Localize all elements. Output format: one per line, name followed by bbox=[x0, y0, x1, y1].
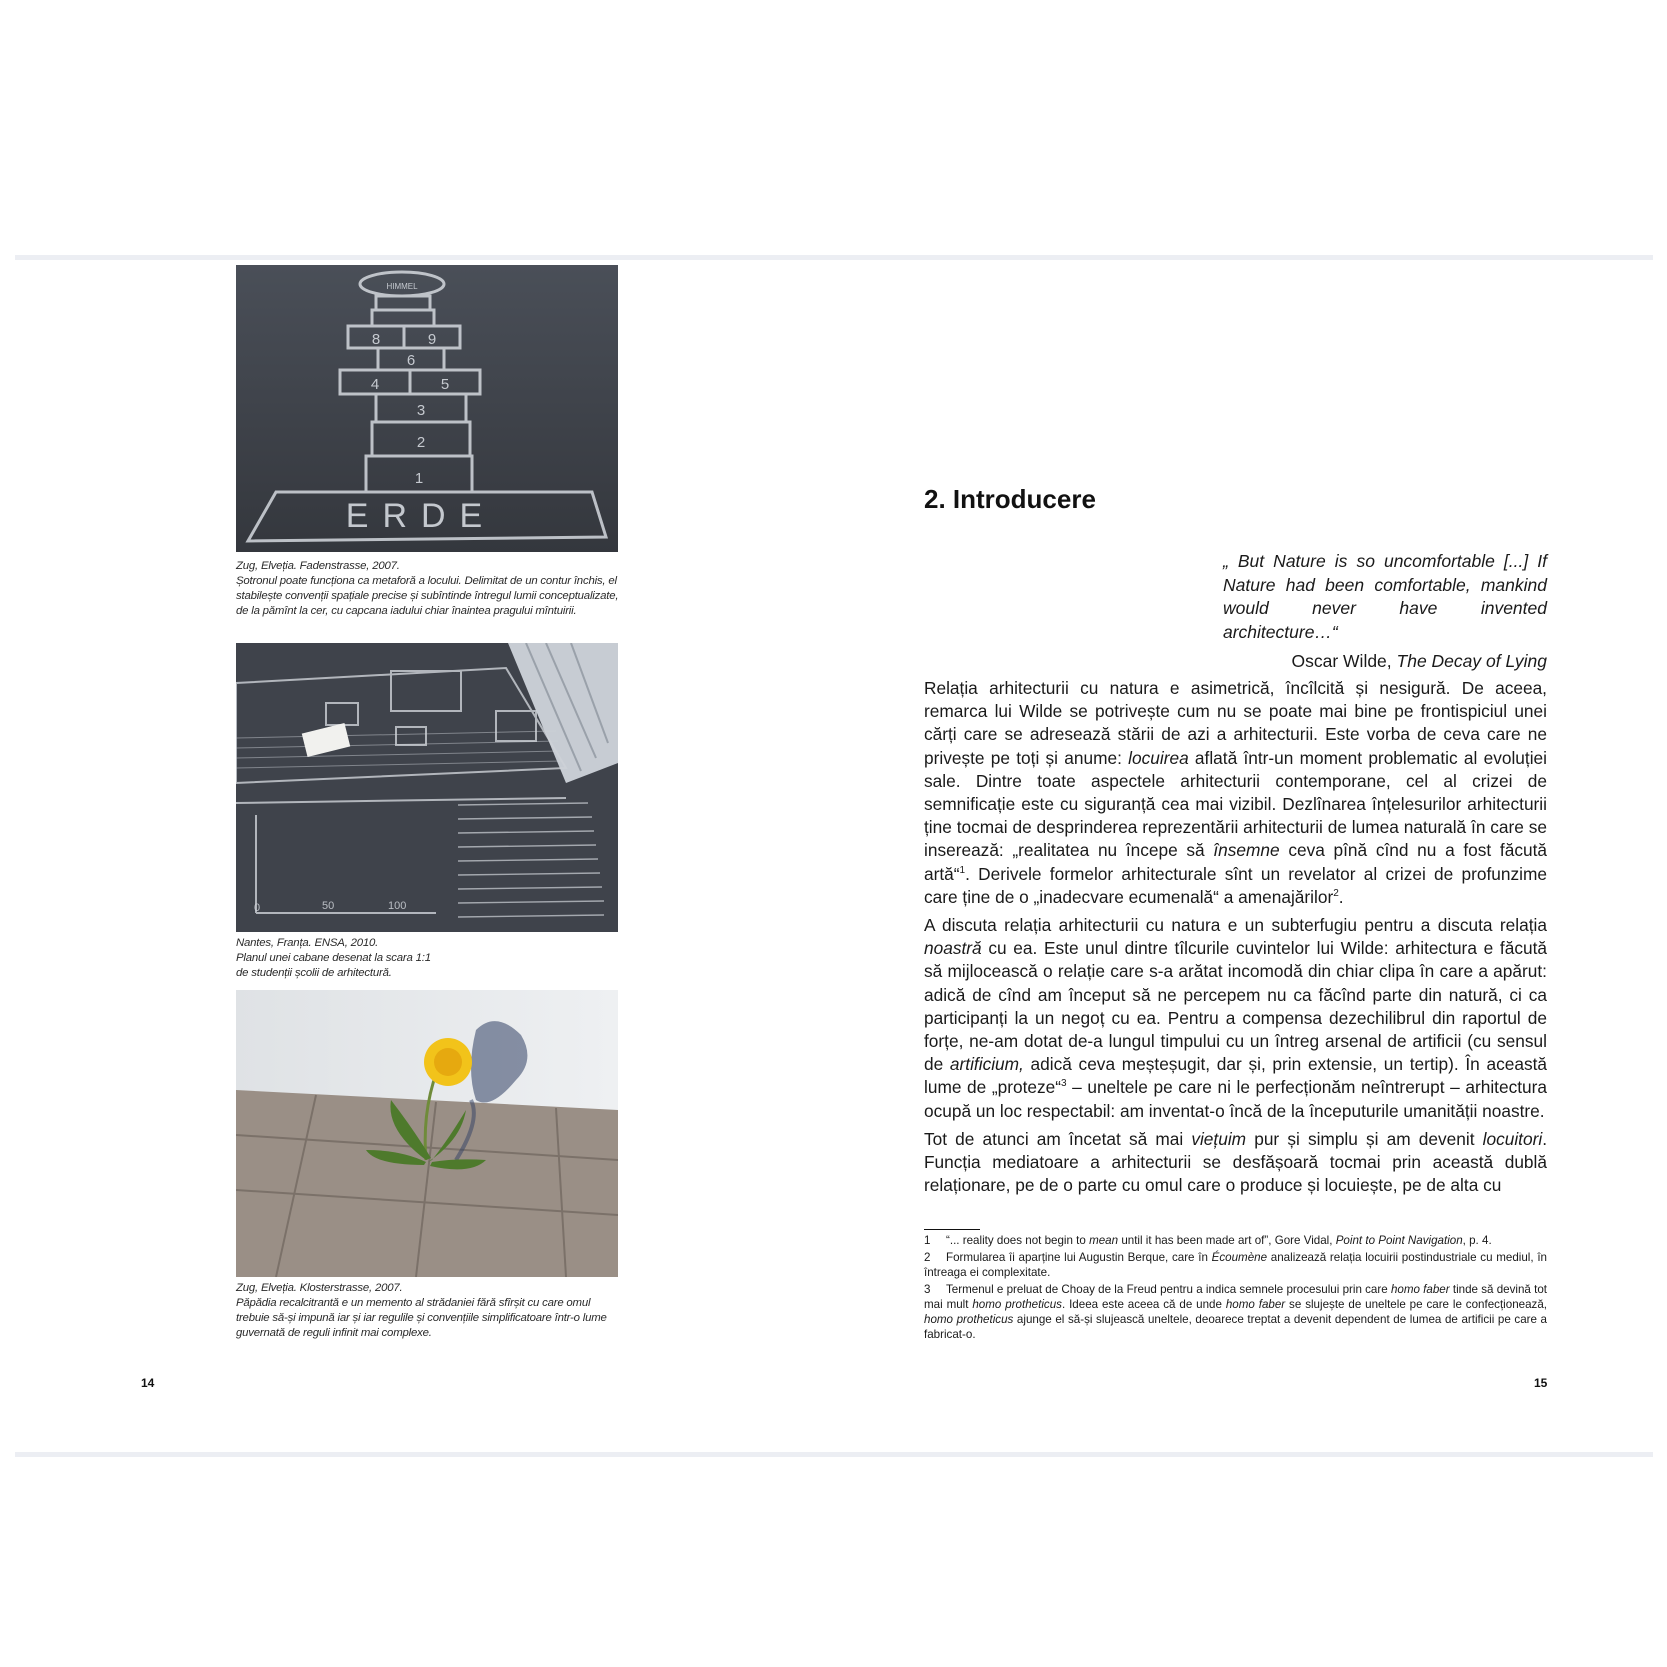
hopscotch-number: 6 bbox=[406, 352, 416, 369]
hopscotch-number: 1 bbox=[414, 470, 424, 487]
hopscotch-number: 5 bbox=[440, 376, 450, 393]
footnote: 1 “... reality does not begin to mean until it has been made art of”, Gore Vidal, Point to Point Navigation, p. 4. bbox=[924, 1234, 1492, 1247]
caption-text-line: de studenții școlii de arhitectură. bbox=[236, 967, 392, 979]
hopscotch-number: 3 bbox=[416, 402, 426, 419]
footnotes bbox=[924, 1233, 1547, 1344]
page-number: 15 bbox=[1534, 1376, 1548, 1390]
caption-text-line: Planul unei cabane desenat la scara 1:1 bbox=[236, 952, 431, 964]
footnote-ref[interactable]: 1 bbox=[959, 864, 966, 876]
cabin-plan-photo bbox=[236, 643, 618, 932]
footnote-ref[interactable]: 3 bbox=[1061, 1078, 1067, 1090]
epigraph-author: Oscar Wilde, bbox=[1291, 651, 1397, 671]
epigraph-quote: „ But Nature is so uncomfortable [...] If Nature had been comfortable, mankind would never have invented architecture…“ bbox=[1223, 551, 1547, 642]
paragraph: Relația arhitecturii cu natura e asimetrică, încîlcită și nesigură. De aceea, remarca lui Wilde se potrivește cum nu se poate mai bine pe frontispiciul unei cărți care se adresează stării de azi a arhitecturii. Este vorba de ceva care ne privește pe toți și anume: locuirea aflată într-un moment problematic al evoluției sale. Dintre toate aspectele arhitecturii contemporane, cel al crizei de semnificație este cu siguranță cea mai vizibil. Dezlînarea înțelesurilor arhitecturii ține tocmai de desprinderea reprezentării arhitecturii de lumea naturală în care se inserează: „realitatea nu începe să însemne ceva pînă cînd nu a fost făcută artă“$^1$. Derivele formelor arhitecturale sînt un revelator al crizei de profunzime care ține de o „inadecvare ecumenală“ a amenajărilor$^2$. bbox=[924, 678, 1547, 907]
caption-text: Păpădia recalcitrantă e un memento al strădaniei fără sfîrșit cu care omul trebuie să-și impună iar și iar regulile și convențiile simplificatoare într-o lume guvernată de reguli infinit mai complexe. bbox=[236, 1297, 607, 1339]
footnote: 2 Formularea îi aparține lui Augustin Berque, care în Écoumène analizează relația locuirii postindustriale cu mediul, în întreaga ei complexitate. bbox=[924, 1251, 1547, 1279]
hopscotch-label-top: HIMMEL bbox=[386, 282, 418, 291]
hopscotch-number: 2 bbox=[416, 434, 426, 451]
hopscotch-number: 9 bbox=[427, 331, 437, 348]
footnote-ref[interactable]: 2 bbox=[1333, 888, 1339, 900]
caption-place: Zug, Elveția. Fadenstrasse, 2007. bbox=[236, 560, 400, 572]
page-number: 14 bbox=[141, 1376, 155, 1390]
scale-label: 50 bbox=[322, 900, 335, 912]
footnote: 3 Termenul e preluat de Choay de la Freud pentru a indica semnele procesului prin care homo faber tinde să devină tot mai mult homo protheticus. Ideea este aceea că de unde homo faber se slujește de uneltele pe care le confecționează, homo protheticus ajunge el să-și slujească uneltele, deoarece treptat a devenit dependent de lumea de artificii pe care a fabricat-o. bbox=[924, 1283, 1548, 1341]
spread-bottom-edge bbox=[15, 1452, 1653, 1457]
paragraph: A discuta relația arhitecturii cu natura e un subterfugiu pentru a discuta relația noastră cu ea. Este unul dintre tîlcurile cuvintelor lui Wilde: arhitectura e făcută să mijlocească o relație care s-a arătat incomodă din chiar clipa în care a apărut: adică de cînd am început să ne percepem nu ca făcînd parte din natură, ci ca participanți la un negoț cu ea. Pentru a compensa dezechilibrul din raportul de forțe, ne-am dotat de-a lungul timpului cu un întreg arsenal de artificii (cu sensul de artificium, adică ceva meșteșugit, dar și, prin extensie, un tertip). În această lume de „proteze“$^3$ – uneltele pe care ni le perfecționăm neîntrerupt – arhitectura ocupă un loc respectabil: am inventat-o încă de la începuturile umanității noastre. bbox=[924, 915, 1547, 1121]
scale-label: 100 bbox=[388, 900, 407, 912]
chapter-title: 2. Introducere bbox=[924, 484, 1096, 514]
photo-caption bbox=[236, 559, 626, 619]
paragraph: Tot de atunci am încetat să mai viețuim pur și simplu și am devenit locuitori. Funcția mediatoare a arhitecturii se desfășoară tocmai prin această dublă relaționare, pe de o parte cu omul care o produce și locuiește, pe de alta cu bbox=[924, 1128, 1548, 1196]
epigraph-attribution bbox=[1130, 650, 1547, 674]
hopscotch-number: 8 bbox=[371, 331, 381, 348]
hopscotch-photo bbox=[236, 265, 618, 552]
epigraph-work: The Decay of Lying bbox=[1396, 651, 1547, 671]
spread-top-edge bbox=[15, 255, 1653, 260]
photo-caption bbox=[236, 1281, 626, 1341]
scale-label: 0 bbox=[254, 902, 261, 914]
hopscotch-label-base: ERDE bbox=[345, 497, 497, 535]
dandelion-photo bbox=[236, 990, 618, 1277]
epigraph bbox=[1223, 550, 1547, 644]
body-text bbox=[924, 677, 1547, 1202]
caption-place: Nantes, Franța. ENSA, 2010. bbox=[236, 937, 379, 949]
photo-caption bbox=[236, 936, 626, 981]
caption-place: Zug, Elveția. Klosterstrasse, 2007. bbox=[236, 1282, 403, 1294]
caption-text: Șotronul poate funcționa ca metaforă a locului. Delimitat de un contur închis, el stabilește convenții spațiale precise și subîntinde întregul lumii conceptualizate, de la pămînt la cer, cu capcana iadului chiar înaintea pragului mîntuirii. bbox=[236, 575, 619, 617]
footnote-divider bbox=[924, 1229, 980, 1230]
hopscotch-number: 4 bbox=[370, 376, 380, 393]
